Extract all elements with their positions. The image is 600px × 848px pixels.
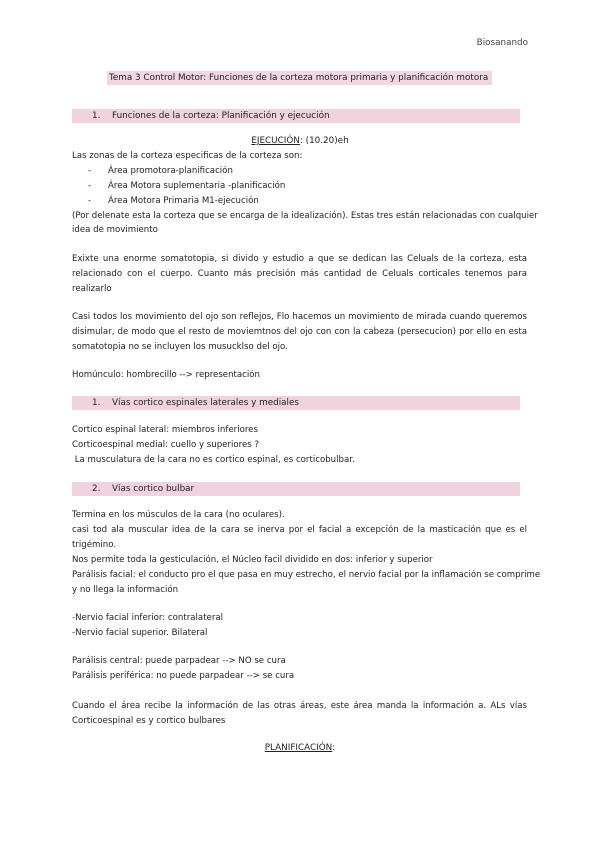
ejecucion-rest: : (10.20)eh [299,136,349,146]
planificacion-label: PLANIFICACIÓN [264,743,333,753]
paragraph-line: Parálisis facial: el conducto pro el que pasa en muy estrecho, el nervio facial por la inflamación se comprime [72,570,541,580]
section-title: Funciones de la corteza: Planificación y ejecución [112,111,330,121]
nervio-line: -Nervio facial inferior: contralateral [72,613,224,623]
section-heading-3 [72,482,520,496]
section-number: 1. [92,398,101,408]
paragraph-line: Nos permite toda la gesticulación, el Núcleo facil dividido en dos: inferior y superior [72,555,433,565]
paragraph-line: relacionado con el cuerpo. Cuanto más precisión más cantidad de Celuals corticales tenemos para [72,269,527,279]
homunculo-line: Homúnculo: hombrecillo --> representación [72,370,260,380]
document-title: Tema 3 Control Motor: Funciones de la corteza motora primaria y planificación motora [107,71,492,85]
cortico-line: La musculatura de la cara no es cortico espinal, es corticobulbar. [72,455,355,465]
bullet-item: - Área promotora-planificación [88,166,233,176]
paragraph-line: somatotopia no se incluyen los musucklso del ojo. [72,342,288,352]
paragraph-line: disimular, de modo que el resto de moviemtnos del ojo con con la cabeza (persecucion) por ello en esta [72,327,527,337]
nervio-line: -Nervio facial superior. Bilateral [72,628,208,638]
bullet-item: - Área Motora Primaria M1-ejecución [88,196,259,206]
paragraph-line: trigémino. [72,540,117,550]
paragraph-line: idea de movimiento [72,225,158,235]
section-number: 2. [92,484,101,494]
paragraph-line: casi tod ala muscular idea de la cara se inerva por el facial a excepción de la masticación que es el [72,525,527,535]
planificacion-heading [0,743,600,753]
paralisis-line: Parálisis periférica: no puede parpadear --> se cura [72,671,295,681]
section-title: Vías cortico bulbar [112,484,195,494]
intro-line: Las zonas de la corteza especificas de la corteza son: [72,151,303,161]
planificacion-rest: : [332,743,336,753]
bullet-text: Área promotora-planificación [108,166,233,176]
section-number: 1. [92,111,101,121]
paragraph-line: Exixte una enorme somatotopia, si divido y estudio a que se dedican las Celuals de la corteza, esta [72,254,527,264]
paragraph-line: realizarlo [72,284,112,294]
paragraph-line: Termina en los músculos de la cara (no oculares). [72,510,285,520]
section-title: Vías cortico espinales laterales y mediales [112,398,299,408]
bullet-text: Área Motora Primaria M1-ejecución [108,196,259,206]
cortico-line: Cortico espinal lateral: miembros inferiores [72,425,258,435]
bullet-item: - Área Motora suplementaria -planificación [88,181,286,191]
paralisis-line: Parálisis central: puede parpadear --> NO se cura [72,656,286,666]
paragraph-line: y no llega la información [72,585,179,595]
paragraph-line: (Por delenate esta la corteza que se encarga de la idealización). Estas tres están relacionadas con cualquier [72,211,538,221]
ejecucion-label: EJECUCIÓN [251,136,300,146]
paragraph-line: Corticoespinal es y cortico bulbares [72,716,226,726]
cortico-line: Corticoespinal medial: cuello y superiores ? [72,440,260,450]
paragraph-line: Cuando el área recibe la información de las otras áreas, este área manda la información a. ALs vías [72,701,527,711]
bullet-text: Área Motora suplementaria -planificación [108,181,286,191]
page-header: Biosanando [476,38,528,48]
ejecucion-heading [0,136,600,146]
section-heading-2 [72,396,520,410]
paragraph-line: Casi todos los movimiento del ojo son reflejos, Flo hacemos un movimiento de mirada cuando queremos [72,312,527,322]
section-heading-1 [72,109,520,123]
